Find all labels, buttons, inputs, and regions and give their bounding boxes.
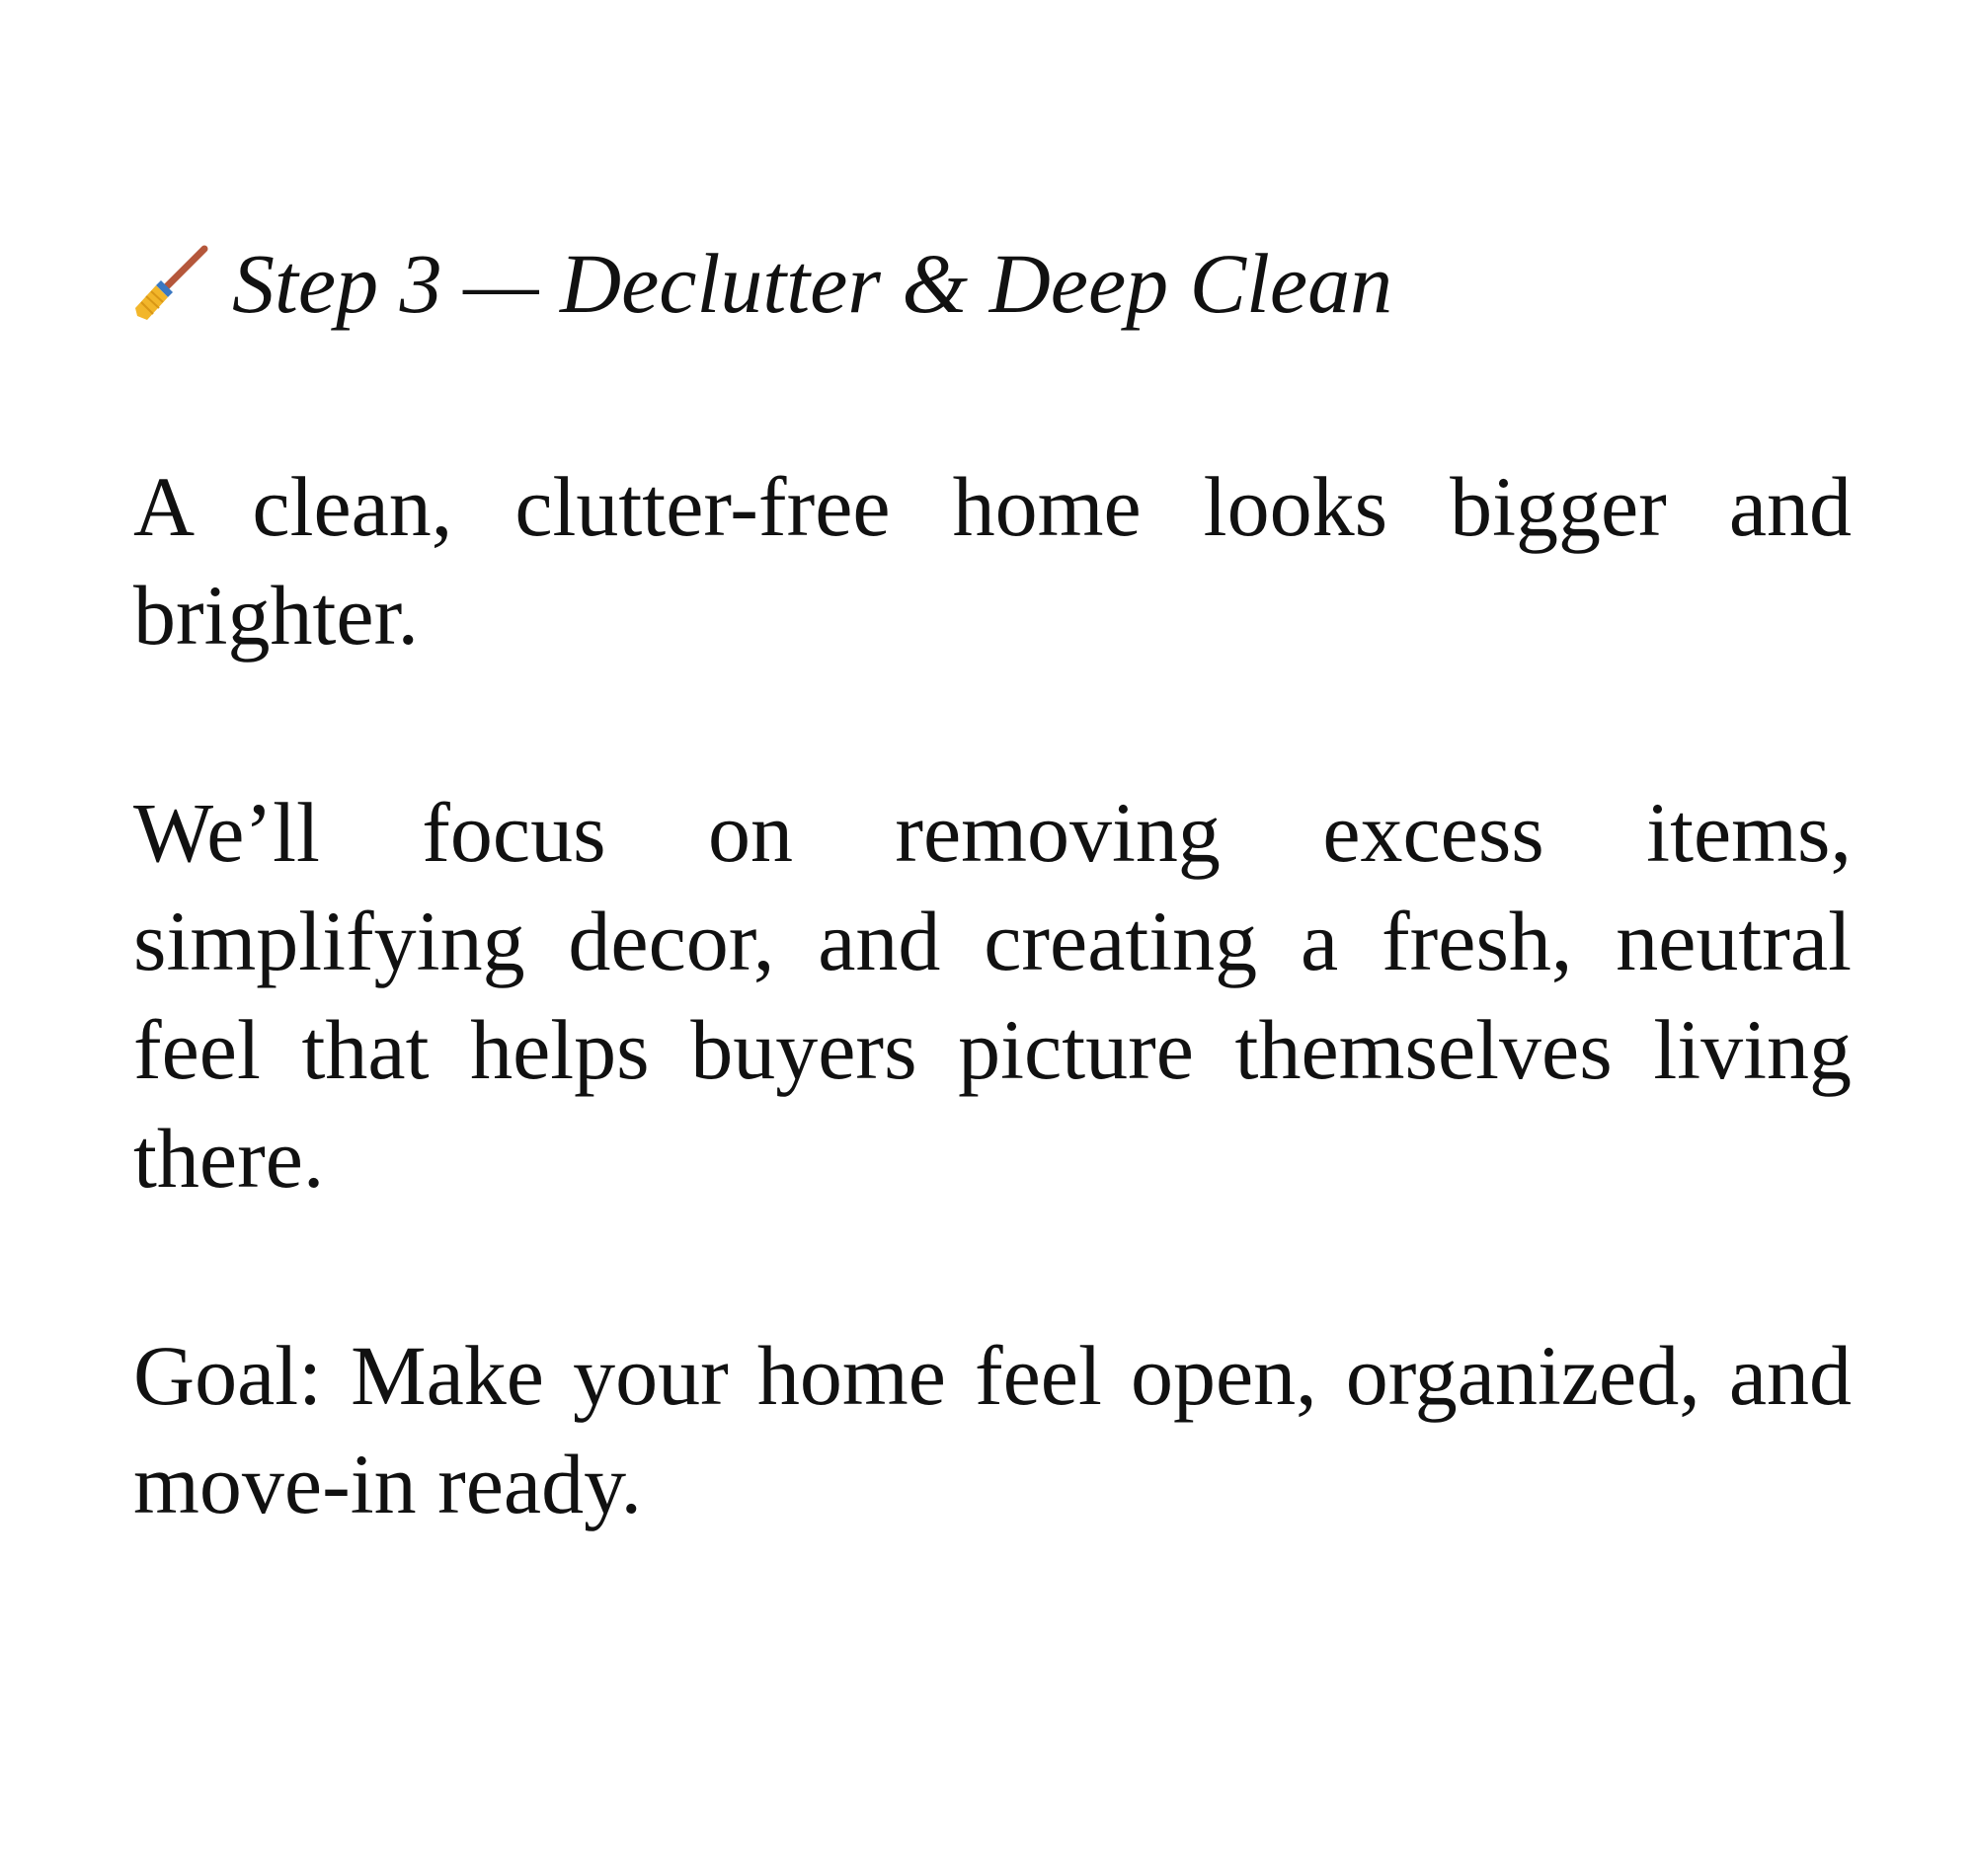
heading-title: Step 3 — Declutter & Deep Clean [232,236,1393,331]
paragraph-focus: We’ll focus on removing excess items, simplifying decor, and creating a fresh, neutral feel that helps buyers picture themselves living there. [133,785,1852,1206]
step-heading [133,229,1392,338]
paragraph-goal: Goal: Make your home feel open, organized, and move-in ready. [133,1328,1852,1531]
document-page [133,0,1852,1876]
broom-icon [133,243,210,324]
paragraph-intro: A clean, clutter-free home looks bigger and brighter. [133,459,1852,663]
